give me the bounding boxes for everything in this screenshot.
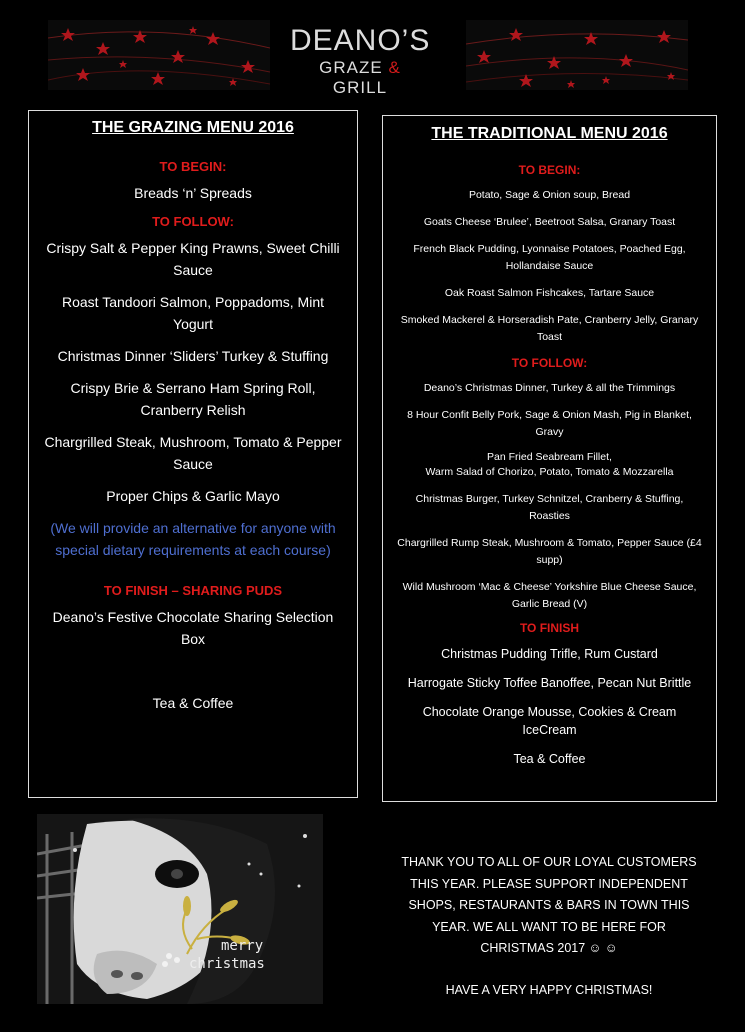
traditional-finish-heading: TO FINISH xyxy=(519,621,580,635)
greeting-line-2: christmas xyxy=(189,956,265,972)
grazing-follow-item: Chargrilled Steak, Mushroom, Tomato & Pepper Sauce xyxy=(44,434,342,472)
traditional-begin-item: Oak Roast Salmon Fishcakes, Tartare Sauce xyxy=(444,287,655,299)
dietary-note: (We will provide an alternative for anyone with special dietary requirements at each course) xyxy=(50,520,336,558)
traditional-follow-item: Christmas Burger, Turkey Schnitzel, Cranberry & Stuffing, Roasties xyxy=(415,493,684,522)
traditional-begin-item: Goats Cheese ‘Brulee’, Beetroot Salsa, Granary Toast xyxy=(423,216,676,228)
christmas-cow-photo xyxy=(37,814,323,1004)
grazing-closing-item: Tea & Coffee xyxy=(152,695,234,711)
traditional-follow-heading: TO FOLLOW: xyxy=(511,356,588,370)
grazing-follow-heading: TO FOLLOW: xyxy=(152,214,234,229)
traditional-finish-item: Chocolate Orange Mousse, Cookies & Cream IceCream xyxy=(422,705,677,737)
grazing-follow-item: Christmas Dinner ‘Sliders’ Turkey & Stuffing xyxy=(57,348,329,364)
traditional-finish-item: Tea & Coffee xyxy=(513,752,586,766)
traditional-follow-item: 8 Hour Confit Belly Pork, Sage & Onion Mash, Pig in Blanket, Gravy xyxy=(407,409,692,438)
cow-image-icon xyxy=(37,814,323,1004)
traditional-begin-item: Smoked Mackerel & Horseradish Pate, Cranberry Jelly, Granary Toast xyxy=(400,314,699,343)
greeting-line-1: merry xyxy=(221,938,264,954)
traditional-follow-item: Warm Salad of Chorizo, Potato, Tomato & Mozzarella xyxy=(425,466,674,478)
grazing-begin-item: Breads ‘n’ Spreads xyxy=(134,185,252,201)
traditional-follow-item: Deano’s Christmas Dinner, Turkey & all the Trimmings xyxy=(423,382,676,394)
grazing-finish-heading: TO FINISH – SHARING PUDS xyxy=(103,583,283,598)
traditional-follow-item: Wild Mushroom ‘Mac & Cheese’ Yorkshire Blue Cheese Sauce, Garlic Bread (V) xyxy=(402,581,697,610)
traditional-finish-item: Christmas Pudding Trifle, Rum Custard xyxy=(441,647,658,661)
restaurant-logo xyxy=(290,24,431,97)
grazing-follow-item: Crispy Salt & Pepper King Prawns, Sweet Chilli Sauce xyxy=(46,240,340,278)
star-banner-right xyxy=(466,20,688,90)
grazing-follow-item: Proper Chips & Garlic Mayo xyxy=(106,488,280,504)
thanks-paragraph: THANK YOU TO ALL OF OUR LOYAL CUSTOMERS THIS YEAR. PLEASE SUPPORT INDEPENDENT SHOPS, RESTAURANTS & BARS IN TOWN THIS YEAR. WE ALL WANT TO BE HERE FOR CHRISTMAS 2017 ☺ ☺ xyxy=(401,855,697,955)
star-pattern-icon xyxy=(466,20,688,90)
grazing-begin-heading: TO BEGIN: xyxy=(159,159,227,174)
traditional-finish-item: Harrogate Sticky Toffee Banoffee, Pecan Nut Brittle xyxy=(407,676,692,690)
logo-line-1: DEANO’S xyxy=(290,24,431,57)
traditional-follow-item: Chargrilled Rump Steak, Mushroom & Tomato, Pepper Sauce (£4 supp) xyxy=(397,537,702,566)
traditional-begin-item: Potato, Sage & Onion soup, Bread xyxy=(468,189,631,201)
traditional-menu-panel xyxy=(382,115,717,802)
thanks-closing: HAVE A VERY HAPPY CHRISTMAS! xyxy=(445,982,653,997)
traditional-follow-item: Pan Fried Seabream Fillet, xyxy=(487,451,612,463)
grazing-follow-item: Crispy Brie & Serrano Ham Spring Roll, Cranberry Relish xyxy=(70,380,316,418)
grazing-menu-title: THE GRAZING MENU 2016 xyxy=(92,119,294,136)
grazing-follow-item: Roast Tandoori Salmon, Poppadoms, Mint Yogurt xyxy=(62,294,324,332)
traditional-begin-heading: TO BEGIN: xyxy=(518,163,581,177)
star-banner-left xyxy=(48,20,270,90)
grazing-menu-panel xyxy=(28,110,358,798)
traditional-menu-title: THE TRADITIONAL MENU 2016 xyxy=(431,125,668,142)
grazing-finish-item: Deano’s Festive Chocolate Sharing Selection Box xyxy=(52,609,334,647)
star-pattern-icon xyxy=(48,20,270,90)
thank-you-message xyxy=(394,852,704,1001)
logo-line-2: GRAZE & GRILL xyxy=(319,58,401,97)
traditional-begin-item: French Black Pudding, Lyonnaise Potatoes, Poached Egg, Hollandaise Sauce xyxy=(413,243,686,272)
